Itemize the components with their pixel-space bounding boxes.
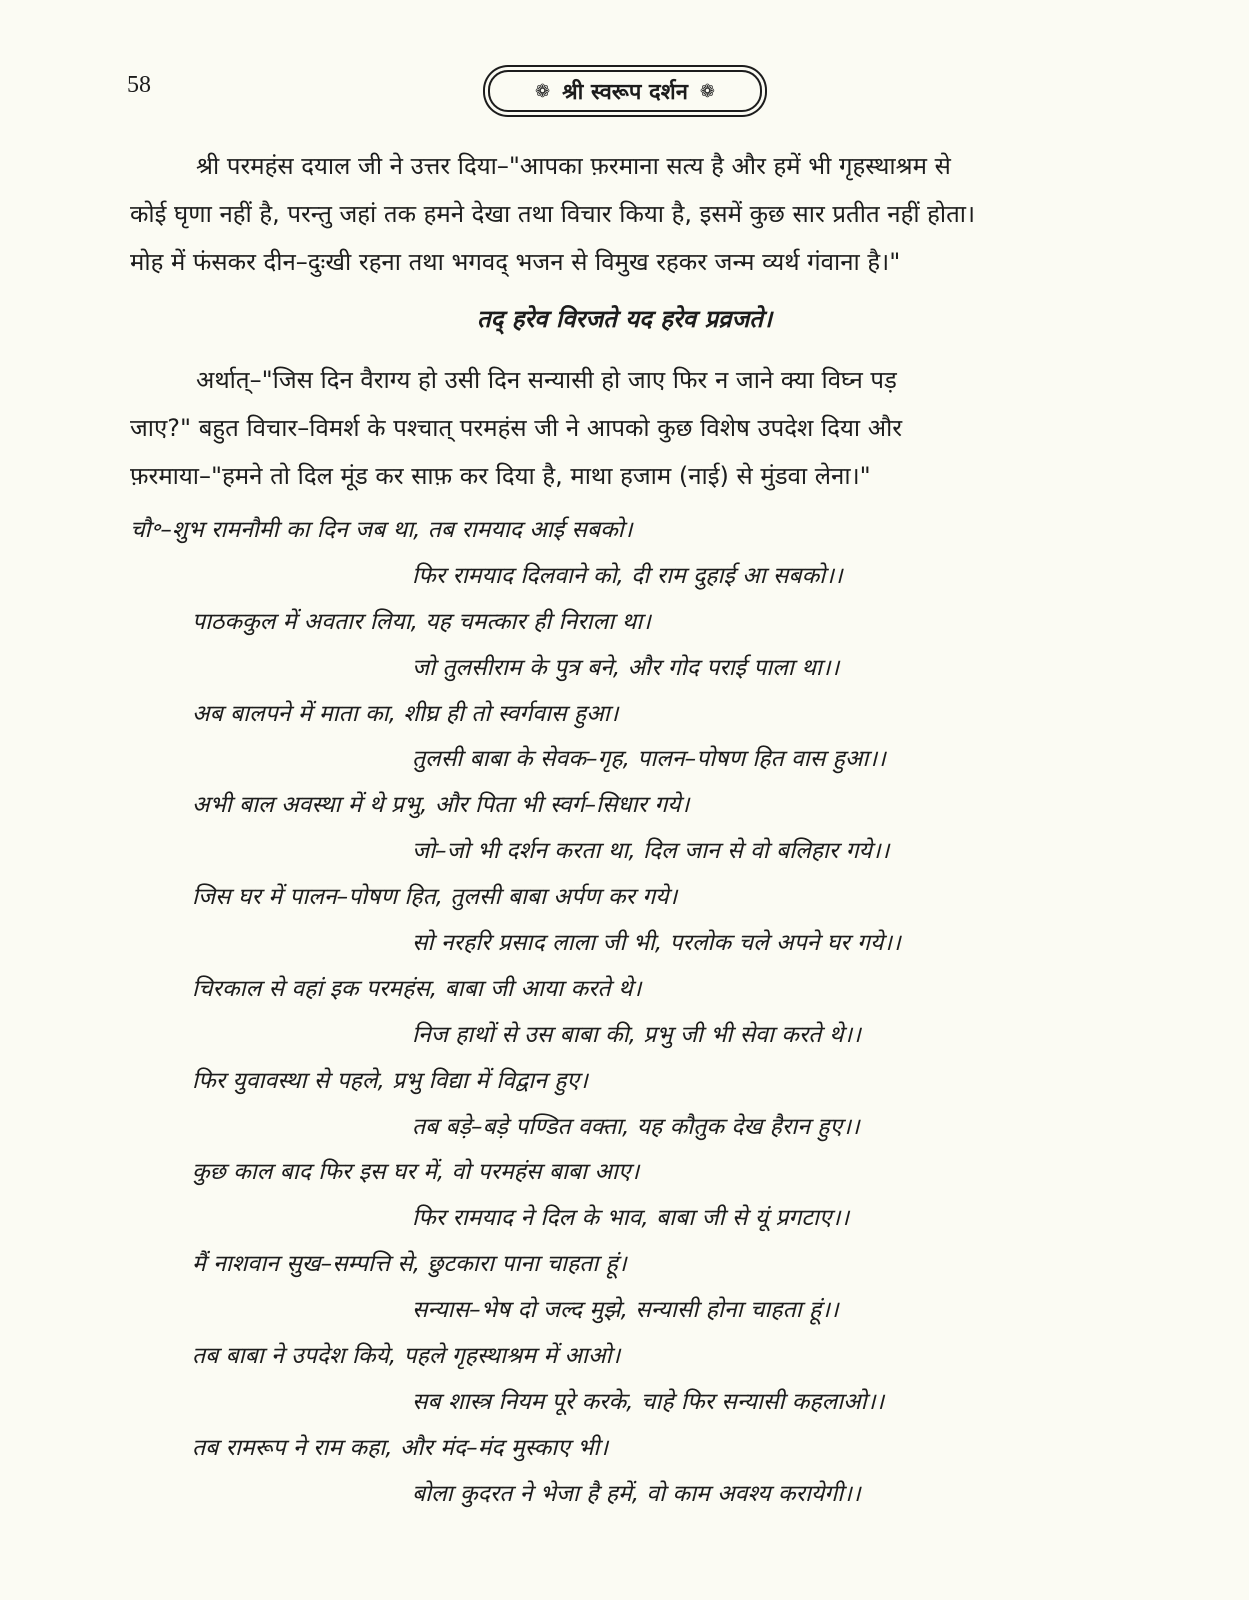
verse-line: चिरकाल से वहां इक परमहंस, बाबा जी आया करते थे। (192, 975, 642, 1002)
verse-line: जो तुलसीराम के पुत्र बने, और गोद पराई पाला था।। (412, 654, 840, 681)
verse-line: तब रामरूप ने राम कहा, और मंद–मंद मुस्काए भी। (192, 1434, 609, 1461)
flower-ornament-icon: ❁ (699, 80, 715, 102)
book-title: श्री स्वरूप दर्शन (562, 80, 688, 105)
verse-line: फिर रामयाद दिलवाने को, दी राम दुहाई आ सबको।। (412, 562, 843, 589)
paragraph-line: फ़रमाया–"हमने तो दिल मूंड कर साफ़ कर दिया है, माथा हजाम (नाई) से मुंडवा लेना।" (130, 462, 871, 490)
running-header (488, 70, 762, 112)
paragraph-line: अर्थात्–"जिस दिन वैराग्य हो उसी दिन सन्यासी हो जाए फिर न जाने क्या विघ्न पड़ (196, 366, 897, 394)
verse-line: बोला कुदरत ने भेजा है हमें, वो काम अवश्य करायेगी।। (412, 1480, 861, 1507)
paragraph-line: जाए?" बहुत विचार–विमर्श के पश्चात् परमहंस जी ने आपको कुछ विशेष उपदेश दिया और (130, 414, 903, 442)
verse-line: फिर युवावस्था से पहले, प्रभु विद्या में विद्वान हुए। (192, 1067, 588, 1094)
verse-line: तब बाबा ने उपदेश किये, पहले गृहस्थाश्रम में आओ। (192, 1343, 621, 1370)
page-number: 58 (127, 72, 151, 98)
verse-line: सन्यास–भेष दो जल्द मुझे, सन्यासी होना चाहता हूं।। (412, 1297, 839, 1324)
chaupai-verse (130, 508, 1115, 1518)
verse-line: तुलसी बाबा के सेवक–गृह, पालन–पोषण हित वास हुआ।। (412, 746, 886, 773)
verse-line: अब बालपने में माता का, शीघ्र ही तो स्वर्गवास हुआ। (192, 700, 619, 727)
paragraph-line: श्री परमहंस दयाल जी ने उत्तर दिया–"आपका फ़रमाना सत्य है और हमें भी गृहस्थाश्रम से (196, 152, 951, 180)
paragraph-line: कोई घृणा नहीं है, परन्तु जहां तक हमने देखा तथा विचार किया है, इसमें कुछ सार प्रतीत नहीं होता। (130, 200, 976, 228)
paragraph-meaning (130, 356, 1115, 500)
verse-line: जिस घर में पालन–पोषण हित, तुलसी बाबा अर्पण कर गये। (192, 884, 678, 911)
verse-line: चौ॰–शुभ रामनौमी का दिन जब था, तब रामयाद आई सबको। (130, 517, 633, 543)
verse-line: सो नरहरि प्रसाद लाला जी भी, परलोक चले अपने घर गये।। (412, 930, 901, 957)
verse-line: जो–जो भी दर्शन करता था, दिल जान से वो बलिहार गये।। (412, 838, 890, 865)
paragraph-reply (130, 142, 1115, 286)
paragraph-line: मोह में फंसकर दीन–दुःखी रहना तथा भगवद् भजन से विमुख रहकर जन्म व्यर्थ गंवाना है।" (130, 248, 901, 276)
verse-line: फिर रामयाद ने दिल के भाव, बाबा जी से यूं प्रगटाए।। (412, 1205, 850, 1232)
verse-line: कुछ काल बाद फिर इस घर में, वो परमहंस बाबा आए। (192, 1159, 640, 1186)
verse-line: सब शास्त्र नियम पूरे करके, चाहे फिर सन्यासी कहलाओ।। (412, 1388, 885, 1415)
verse-line: निज हाथों से उस बाबा की, प्रभु जी भी सेवा करते थे।। (412, 1021, 861, 1048)
sanskrit-quote: तद् हरेव विरजते यद हरेव प्रव्रजते। (476, 305, 773, 333)
verse-line: मैं नाशवान सुख–सम्पत्ति से, छुटकारा पाना चाहता हूं। (192, 1251, 627, 1278)
verse-line: पाठककुल में अवतार लिया, यह चमत्कार ही निराला था। (192, 608, 651, 635)
flower-ornament-icon: ❁ (534, 80, 551, 102)
verse-line: अभी बाल अवस्था में थे प्रभु, और पिता भी स्वर्ग–सिधार गये। (192, 792, 690, 819)
verse-line: तब बड़े–बड़े पण्डित वक्ता, यह कौतुक देख हैरान हुए।। (412, 1113, 860, 1140)
